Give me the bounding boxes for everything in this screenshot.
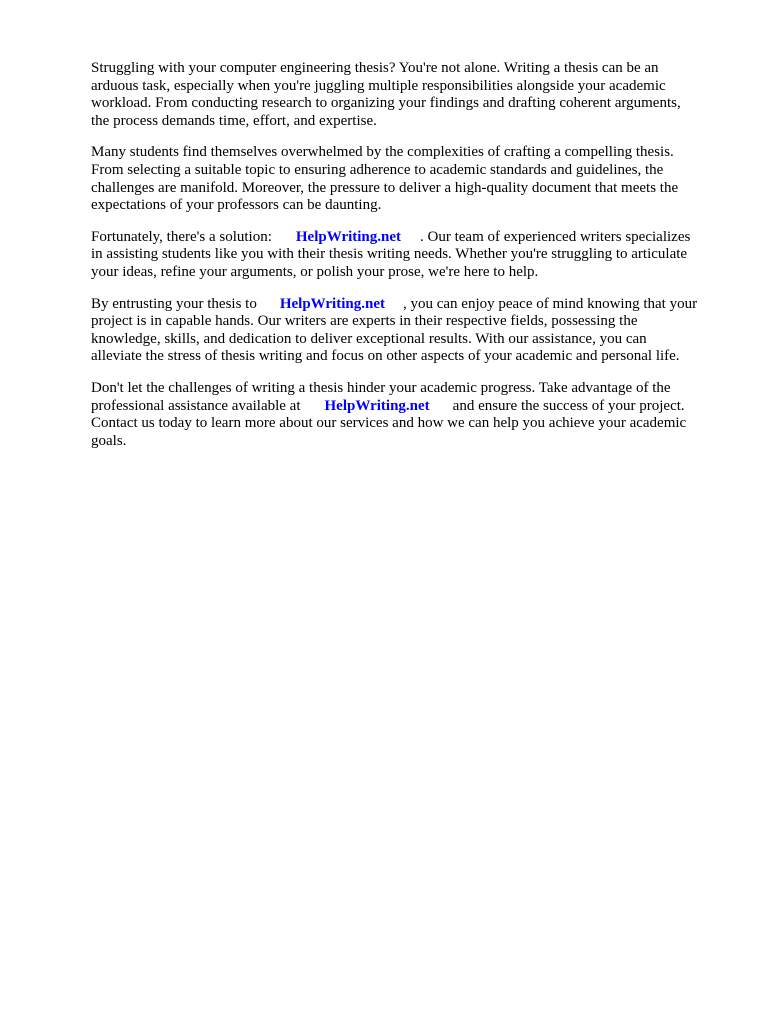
text-line: [91, 296, 721, 314]
helpwriting-link[interactable]: HelpWriting.net: [295, 228, 402, 245]
text-segment: professional assistance available at: [91, 397, 301, 414]
text-line: project is in capable hands. Our writers are experts in their respective fields, possessing the: [91, 313, 638, 330]
paragraph-intro: [91, 60, 721, 130]
helpwriting-link[interactable]: HelpWriting.net: [279, 295, 385, 312]
text-line: challenges are manifold. Moreover, the pressure to deliver a high-quality document that meets the: [91, 179, 679, 196]
text-segment: , you can enjoy peace of mind knowing that your: [402, 295, 698, 312]
text-line: Don't let the challenges of writing a thesis hinder your academic progress. Take advantage of the: [91, 379, 671, 396]
text-line: [91, 229, 721, 247]
text-segment: By entrusting your thesis to: [91, 295, 257, 312]
text-line: arduous task, especially when you're juggling multiple responsibilities alongside your academic: [91, 77, 666, 94]
paragraph-call-to-action: [91, 380, 721, 450]
text-segment: and ensure the success of your project.: [452, 397, 685, 414]
text-line: [91, 398, 721, 416]
text-line: Many students find themselves overwhelmed by the complexities of crafting a compelling thesis.: [91, 144, 674, 161]
paragraph-entrusting: [91, 296, 721, 366]
helpwriting-link[interactable]: HelpWriting.net: [324, 397, 430, 414]
text-line: Contact us today to learn more about our services and how we can help you achieve your academic: [91, 415, 687, 432]
text-line: your ideas, refine your arguments, or polish your prose, we're here to help.: [91, 263, 539, 280]
text-line: Struggling with your computer engineering thesis? You're not alone. Writing a thesis can be an: [91, 60, 659, 76]
text-line: knowledge, skills, and dedication to deliver exceptional results. With our assistance, you can: [91, 330, 647, 347]
text-line: workload. From conducting research to organizing your findings and drafting coherent arguments,: [91, 95, 681, 112]
text-line: From selecting a suitable topic to ensuring adherence to academic standards and guidelines, the: [91, 161, 664, 178]
text-line: expectations of your professors can be daunting.: [91, 197, 382, 214]
text-segment: . Our team of experienced writers specializes: [420, 228, 691, 245]
paragraph-solution: [91, 229, 721, 282]
text-line: in assisting students like you with their thesis writing needs. Whether you're struggling to articulate: [91, 246, 688, 263]
text-line: the process demands time, effort, and expertise.: [91, 112, 377, 129]
text-segment: Fortunately, there's a solution:: [91, 228, 272, 245]
document-page: [91, 60, 721, 464]
text-line: alleviate the stress of thesis writing and focus on other aspects of your academic and personal life.: [91, 348, 680, 365]
paragraph-challenges: [91, 144, 721, 214]
text-line: goals.: [91, 432, 127, 449]
